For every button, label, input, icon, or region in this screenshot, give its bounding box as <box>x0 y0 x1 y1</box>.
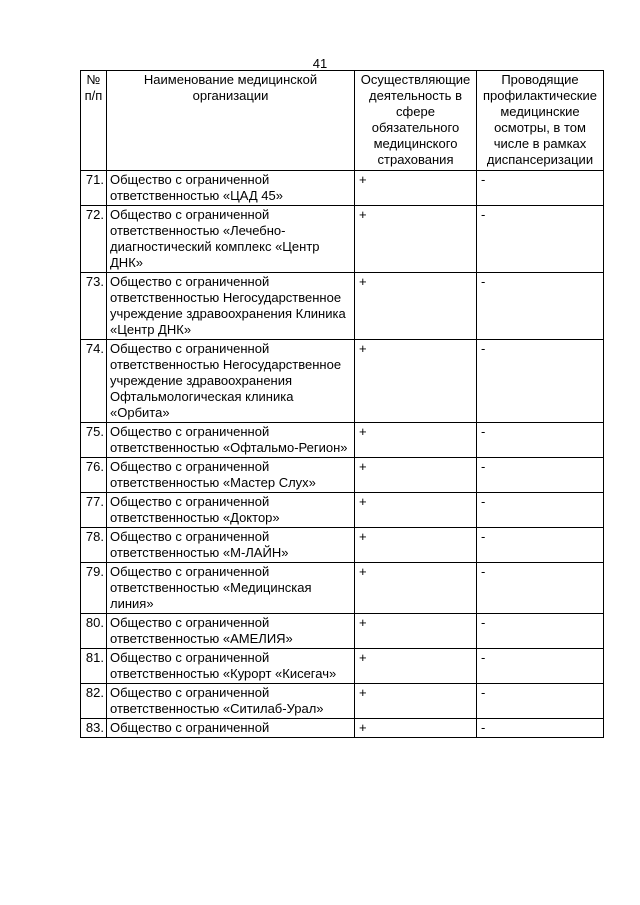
row-oms: + <box>355 528 477 563</box>
row-name: Общество с ограниченной ответственностью «Ситилаб-Урал» <box>107 684 355 719</box>
table-row <box>81 563 604 614</box>
row-name: Общество с ограниченной ответственностью «ЦАД 45» <box>107 171 355 206</box>
row-name: Общество с ограниченной ответственностью Негосударственное учреждение здравоохранения Клиника «Центр ДНК» <box>107 273 355 340</box>
table-row <box>81 528 604 563</box>
row-name: Общество с ограниченной ответственностью «Медицинская линия» <box>107 563 355 614</box>
row-oms: + <box>355 458 477 493</box>
header-num: № п/п <box>81 71 107 171</box>
table-row <box>81 719 604 738</box>
row-prof: - <box>477 171 604 206</box>
row-num: 71. <box>81 171 107 206</box>
table-row <box>81 458 604 493</box>
row-oms: + <box>355 649 477 684</box>
row-oms: + <box>355 171 477 206</box>
row-oms: + <box>355 614 477 649</box>
row-num: 78. <box>81 528 107 563</box>
row-oms: + <box>355 563 477 614</box>
row-prof: - <box>477 206 604 273</box>
row-num: 74. <box>81 340 107 423</box>
row-name: Общество с ограниченной ответственностью «Курорт «Кисегач» <box>107 649 355 684</box>
table-row <box>81 493 604 528</box>
table-row <box>81 649 604 684</box>
row-oms: + <box>355 684 477 719</box>
row-prof: - <box>477 649 604 684</box>
table-row <box>81 423 604 458</box>
table-row <box>81 684 604 719</box>
header-prof: Проводящие профилактические медицинские осмотры, в том числе в рамках диспансеризации <box>477 71 604 171</box>
row-prof: - <box>477 684 604 719</box>
row-name: Общество с ограниченной ответственностью «Лечебно-диагностический комплекс «Центр ДНК» <box>107 206 355 273</box>
row-oms: + <box>355 493 477 528</box>
row-name: Общество с ограниченной ответственностью «М-ЛАЙН» <box>107 528 355 563</box>
row-num: 75. <box>81 423 107 458</box>
page-number: 41 <box>312 56 328 71</box>
row-name: Общество с ограниченной ответственностью «Мастер Слух» <box>107 458 355 493</box>
row-oms: + <box>355 423 477 458</box>
row-num: 80. <box>81 614 107 649</box>
row-num: 72. <box>81 206 107 273</box>
row-name: Общество с ограниченной <box>107 719 355 738</box>
row-num: 73. <box>81 273 107 340</box>
row-prof: - <box>477 273 604 340</box>
row-prof: - <box>477 458 604 493</box>
table-row <box>81 171 604 206</box>
row-num: 82. <box>81 684 107 719</box>
table-row <box>81 614 604 649</box>
header-oms: Осуществляющие деятельность в сфере обязательного медицинского страхования <box>355 71 477 171</box>
row-prof: - <box>477 719 604 738</box>
table-row <box>81 273 604 340</box>
table-row <box>81 340 604 423</box>
row-prof: - <box>477 614 604 649</box>
row-name: Общество с ограниченной ответственностью «Доктор» <box>107 493 355 528</box>
header-name: Наименование медицинской организации <box>107 71 355 171</box>
row-prof: - <box>477 563 604 614</box>
row-prof: - <box>477 340 604 423</box>
row-num: 83. <box>81 719 107 738</box>
row-prof: - <box>477 423 604 458</box>
row-oms: + <box>355 340 477 423</box>
row-name: Общество с ограниченной ответственностью Негосударственное учреждение здравоохранения Офтальмологическая клиника «Орбита» <box>107 340 355 423</box>
row-num: 76. <box>81 458 107 493</box>
row-num: 77. <box>81 493 107 528</box>
table-header-row <box>81 71 604 171</box>
row-oms: + <box>355 273 477 340</box>
row-num: 79. <box>81 563 107 614</box>
row-prof: - <box>477 528 604 563</box>
row-prof: - <box>477 493 604 528</box>
table-row <box>81 206 604 273</box>
row-name: Общество с ограниченной ответственностью «АМЕЛИЯ» <box>107 614 355 649</box>
row-oms: + <box>355 206 477 273</box>
row-name: Общество с ограниченной ответственностью «Офтальмо-Регион» <box>107 423 355 458</box>
organizations-table <box>80 70 604 738</box>
row-num: 81. <box>81 649 107 684</box>
row-oms: + <box>355 719 477 738</box>
